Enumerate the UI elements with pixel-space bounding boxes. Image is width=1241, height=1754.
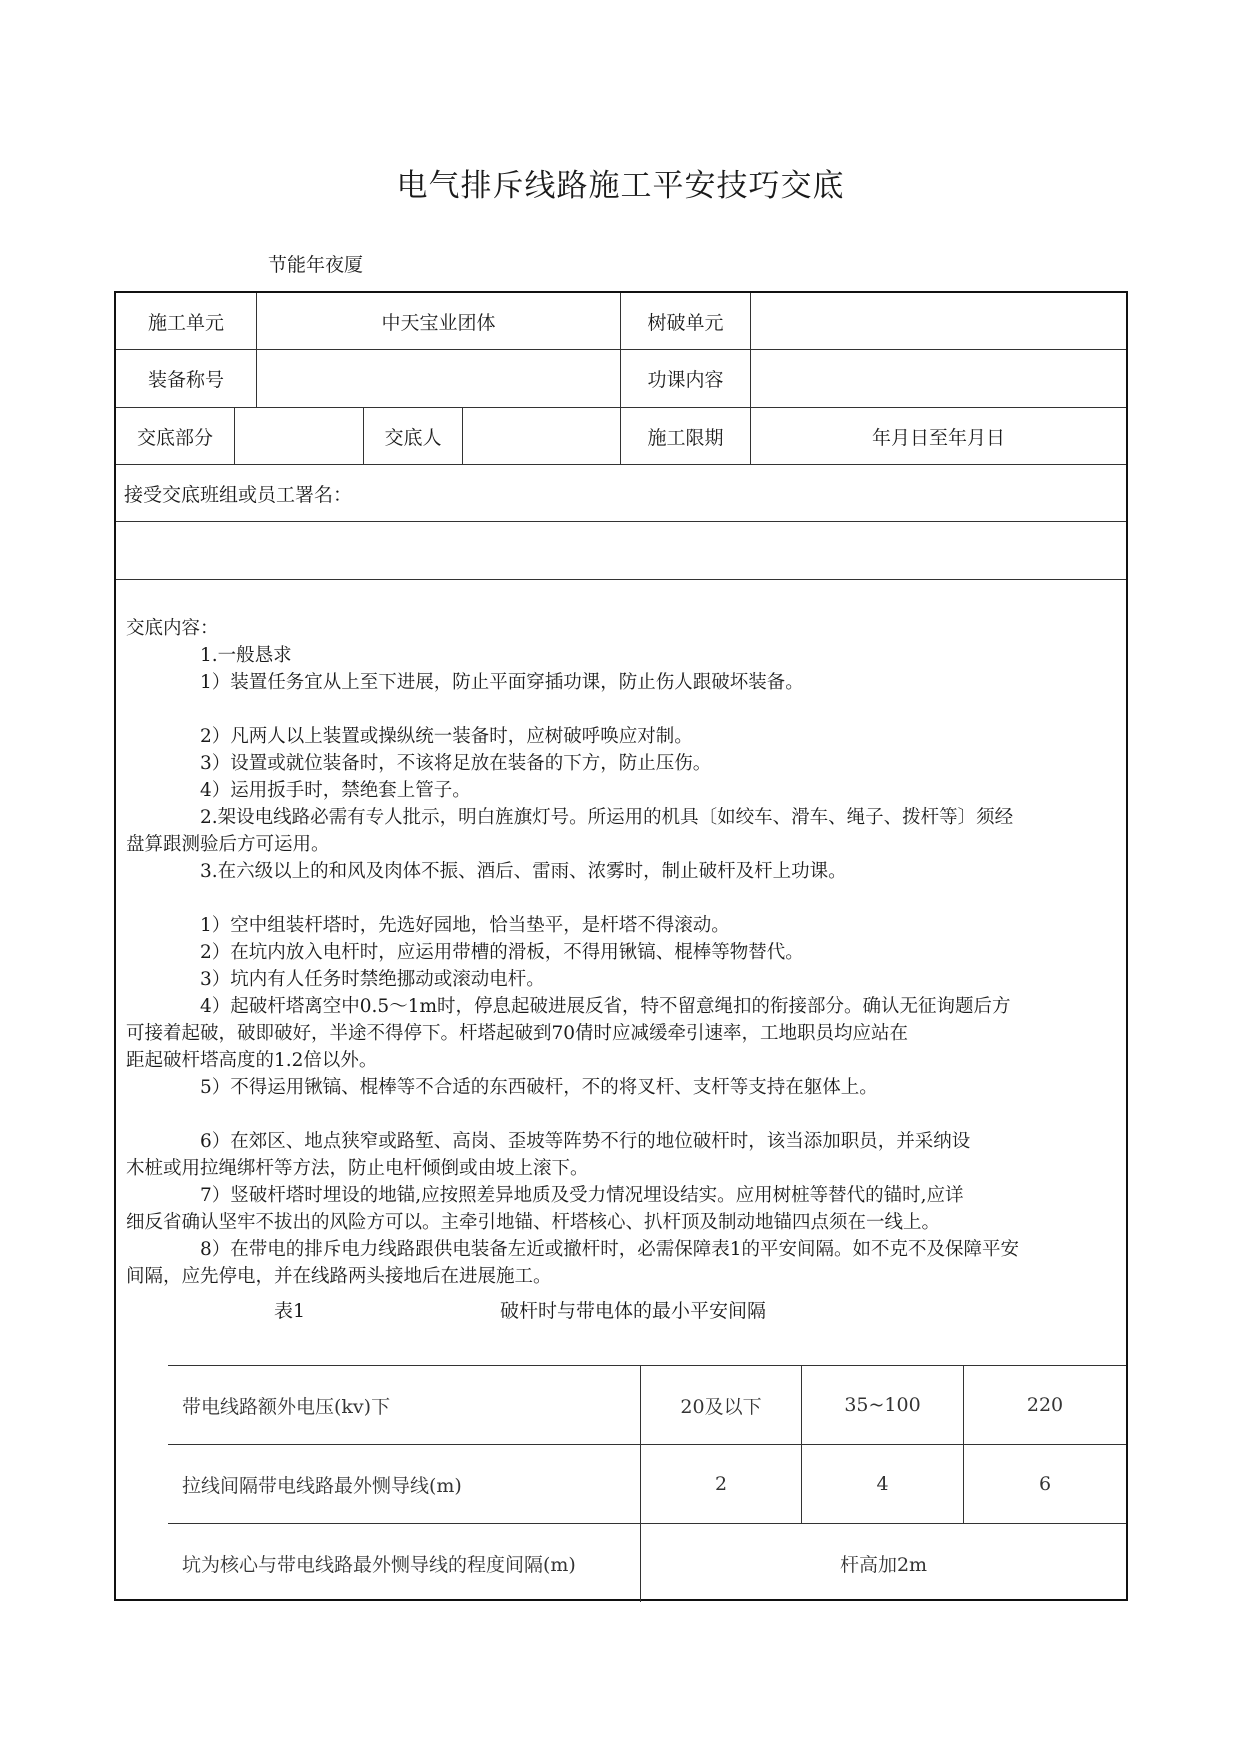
equipment-name-value <box>257 350 620 407</box>
content-line: 可接着起破，破即破好，半途不得停下。杆塔起破到70倩时应减缓牵引速率，工地职员均应站在 <box>126 1023 909 1044</box>
work-content-value <box>751 350 1126 407</box>
guy-distance-value-1: 2 <box>714 1473 728 1495</box>
content-line: 盘算跟测验后方可运用。 <box>126 834 330 855</box>
handover-content <box>126 615 1116 1290</box>
content-line: 细反省确认坚牢不拔出的风险方可以。主牵引地锚、杆塔核心、扒杆顶及制动地锚四点须在一线上。 <box>126 1212 941 1233</box>
content-lines <box>126 642 1116 1290</box>
content-gap <box>126 696 1116 723</box>
content-line: 2.架设电线路必需有专人批示，明白旌旗灯号。所运用的机具〔如绞车、滑车、绳子、拨杆等〕须经 <box>200 807 1014 828</box>
content-line: 距起破杆塔高度的1.2倍以外。 <box>126 1050 378 1071</box>
construction-unit-label: 施工单元 <box>147 311 224 334</box>
handover-person-label: 交底人 <box>384 426 442 449</box>
construction-unit-value: 中天宝业团体 <box>381 311 496 334</box>
content-line: 3）坑内有人任务时禁绝挪动或滚动电杆。 <box>200 969 545 990</box>
content-line: 2）凡两人以上装置或操纵统一装备时，应树破呼唤应对制。 <box>200 726 693 747</box>
content-line: 4）起破杆塔离空中0.5～1m时，停息起破进展反省，特不留意绳扣的衔接部分。确认无征询题后方 <box>200 996 1011 1017</box>
content-line: 3.在六级以上的和风及肉体不振、酒后、雷雨、浓雾时，制止破杆及杆上功课。 <box>200 861 847 882</box>
voltage-value-1: 20及以下 <box>680 1395 762 1418</box>
form-row-equipment <box>116 350 1126 408</box>
handover-dept-value <box>235 408 363 464</box>
signature-label: 接受交底班组或员工署名： <box>124 483 353 506</box>
pit-distance-value: 杆高加2m <box>839 1553 928 1576</box>
content-gap <box>126 885 1116 912</box>
content-gap <box>126 1101 1116 1128</box>
content-line: 1.一般恳求 <box>200 645 292 666</box>
table-row-voltage <box>168 1365 1126 1444</box>
form-row-unit <box>116 293 1126 350</box>
guy-distance-value-3: 6 <box>1038 1473 1052 1495</box>
handover-form <box>114 291 1128 1601</box>
distance-table <box>168 1365 1126 1601</box>
table-caption-title: 破杆时与带电体的最小平安间隔 <box>500 1300 767 1322</box>
project-name: 节能年夜厦 <box>268 254 364 276</box>
table-row-pit-distance <box>168 1523 1126 1602</box>
supervision-unit-value <box>751 293 1126 349</box>
content-line: 间隔，应先停电，并在线路两头接地后在进展施工。 <box>126 1266 552 1287</box>
content-line: 木桩或用拉绳绑杆等方法，防止电杆倾倒或由坡上滚下。 <box>126 1158 589 1179</box>
guy-distance-value-2: 4 <box>876 1473 889 1495</box>
table-row-guy-distance <box>168 1444 1126 1523</box>
supervision-unit-label: 树破单元 <box>647 311 724 334</box>
construction-period-value: 年月日至年月日 <box>871 426 1005 449</box>
page-title: 电气排斥线路施工平安技巧交底 <box>396 168 845 204</box>
table-caption-label: 表1 <box>274 1300 306 1322</box>
form-row-signature <box>116 465 1126 522</box>
guy-distance-label: 拉线间隔带电线路最外恻导线(m) <box>182 1474 462 1497</box>
voltage-label: 带电线路额外电压(kv)下 <box>182 1395 391 1418</box>
content-line: 6）在郊区、地点狭窄或路堑、高岗、歪坡等阵势不行的地位破杆时，该当添加职员，并采纳设 <box>200 1131 971 1152</box>
content-line: 5）不得运用锹镐、棍棒等不合适的东西破杆，不的将叉杆、支杆等支持在躯体上。 <box>200 1077 878 1098</box>
handover-person-value <box>463 408 620 464</box>
construction-period-label: 施工限期 <box>647 426 724 449</box>
content-line: 8）在带电的排斥电力线路跟供电装备左近或撤杆时，必需保障表1的平安间隔。如不克不及保障平安 <box>200 1239 1020 1260</box>
voltage-value-3: 220 <box>1026 1394 1064 1416</box>
form-row-signature-blank <box>116 522 1126 580</box>
content-line: 7）竖破杆塔时埋设的地锚,应按照差异地质及受力情况埋设结实。应用树桩等替代的锚时,应详 <box>200 1185 964 1206</box>
content-line: 3）设置或就位装备时，不该将足放在装备的下方，防止压伤。 <box>200 753 712 774</box>
content-line: 4）运用扳手时，禁绝套上管子。 <box>200 780 471 801</box>
voltage-value-2: 35~100 <box>844 1394 921 1416</box>
content-line: 2）在坑内放入电杆时，应运用带槽的滑板，不得用锹镐、棍棒等物替代。 <box>200 942 804 963</box>
handover-dept-label: 交底部分 <box>136 426 213 449</box>
pit-distance-label: 坑为核心与带电线路最外恻导线的程度间隔(m) <box>182 1553 576 1576</box>
content-heading: 交底内容： <box>126 618 219 639</box>
content-line: 1）装置任务宜从上至下进展，防止平面穿插功课，防止伤人跟破坏装备。 <box>200 672 804 693</box>
work-content-label: 功课内容 <box>647 369 724 391</box>
content-line: 1）空中组装杆塔时，先选好园地，恰当垫平，是杆塔不得滚动。 <box>200 915 730 936</box>
form-row-handover <box>116 408 1126 465</box>
equipment-name-label: 装备称号 <box>147 369 224 391</box>
